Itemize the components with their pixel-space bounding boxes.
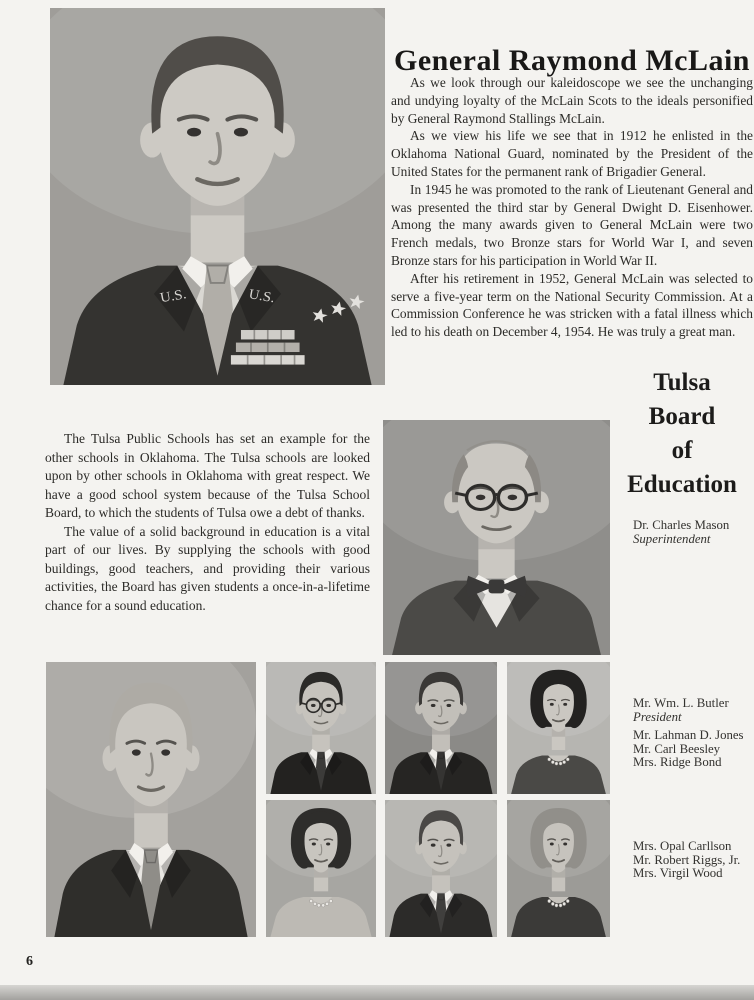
portrait-jones-photo — [266, 662, 376, 794]
article-paragraph: As we view his life we see that in 1912 he enlisted in the Oklahoma National Guard, nominated by the President of the United States for the permanent rank of Brigadier General. — [391, 128, 753, 179]
portrait-general-mclain-photo — [50, 8, 385, 385]
portrait-beesley-photo — [385, 662, 497, 794]
portrait-bond-photo — [507, 662, 610, 794]
president-caption — [633, 697, 753, 724]
intro-paragraph: The Tulsa Public Schools has set an example for the other schools in Oklahoma. The Tulsa schools are looked upon by other schools in Oklahoma with great respect. We have a good school system because of the Tulsa School Board, to which the students of Tulsa owe a debt of thanks. — [45, 431, 370, 520]
board-heading-line: Education — [627, 471, 737, 498]
portrait-wood-photo — [507, 800, 610, 937]
portrait-riggs-photo — [385, 800, 497, 937]
portrait-butler-photo — [46, 662, 256, 937]
intro-paragraph: The value of a solid background in education is a vital part of our lives. By supplying the schools with good buildings, good teachers, and providing their various activities, the Board has given students a once-in-a-lifetime chance for a sound education. — [45, 523, 370, 613]
superintendent-title: Superintendent — [633, 531, 711, 546]
member-name: Mr. Lahman D. Jones — [633, 728, 744, 742]
intro-text — [45, 430, 370, 615]
member-name: Mrs. Ridge Bond — [633, 755, 722, 770]
superintendent-caption — [633, 519, 753, 546]
board-heading — [610, 366, 754, 502]
members-bottom-caption — [633, 840, 753, 881]
member-name: Mr. Robert Riggs, Jr. — [633, 852, 741, 867]
board-heading-line: of — [671, 437, 693, 464]
scan-edge-shadow — [0, 985, 754, 1000]
portrait-charles-mason-photo — [383, 420, 610, 655]
president-title: President — [633, 709, 682, 724]
article-paragraph: As we look through our kaleidoscope we see the unchanging and undying loyalty of the McLain Scots to the ideals personified by General Raymond Stallings McLain. — [391, 75, 753, 126]
portrait-carllson-photo — [266, 800, 376, 937]
board-heading-line: Board — [648, 403, 716, 430]
article-body — [391, 74, 753, 341]
article-paragraph: In 1945 he was promoted to the rank of Lieutenant General and was presented the third star by General Dwight D. Eisenhower. Among the many awards given to General McLain were two French medals, two Bronze stars for World War I, and seven Bronze stars for his participation in World War II. — [391, 181, 753, 268]
page-number: 6 — [26, 954, 33, 969]
superintendent-name: Dr. Charles Mason — [633, 518, 730, 532]
member-name: Mr. Carl Beesley — [633, 741, 721, 756]
board-heading-line: Tulsa — [653, 369, 711, 396]
article-paragraph: After his retirement in 1952, General McLain was selected to serve a five-year term on the National Security Commission. At a Commission Conference he was stricken with a fatal illness which led to his death on December 4, 1954. He was truly a great man. — [391, 270, 753, 340]
members-top-caption — [633, 729, 753, 770]
page-title: General Raymond McLain — [394, 44, 750, 78]
member-name: Mrs. Opal Carllson — [633, 839, 732, 853]
member-name: Mrs. Virgil Wood — [633, 866, 723, 881]
president-name: Mr. Wm. L. Butler — [633, 696, 729, 710]
